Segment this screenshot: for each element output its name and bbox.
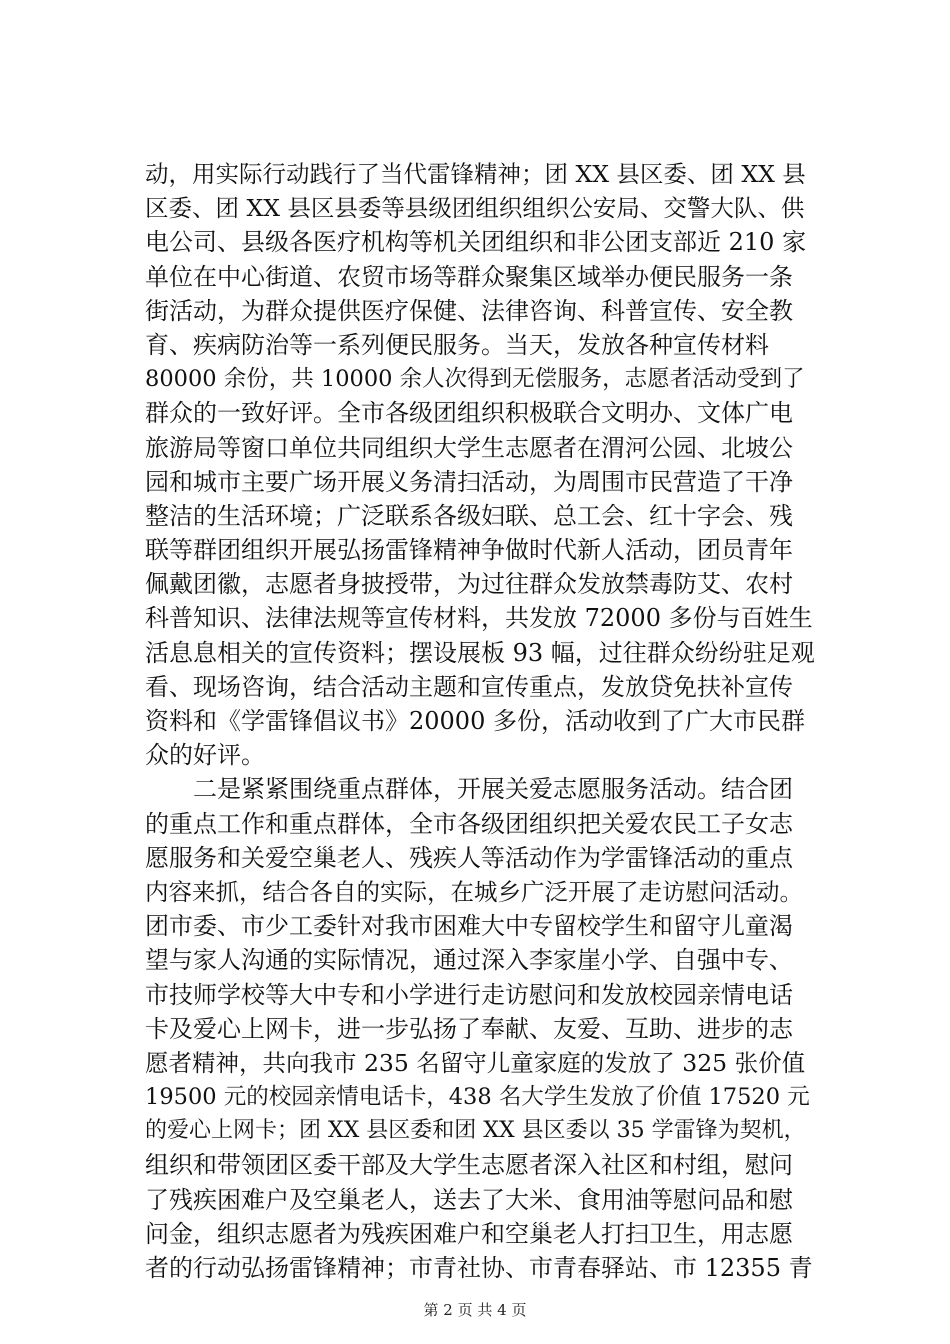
page-footer: 第 2 页 共 4 页	[423, 1301, 527, 1319]
text-line: 的爱心上网卡；团 XX 县区委和团 XX 县区委以 35 学雷锋为契机，	[145, 1118, 806, 1144]
text-line: 了残疾困难户及空巢老人，送去了大米、食用油等慰问品和慰	[145, 1185, 793, 1214]
text-line: 愿服务和关爱空巢老人、残疾人等活动作为学雷锋活动的重点	[145, 843, 793, 872]
text-line: 电公司、县级各医疗机构等机关团组织和非公团支部近 210 家	[145, 228, 807, 257]
text-line: 活息息相关的宣传资料；摆设展板 93 幅，过往群众纷纷驻足观	[145, 638, 815, 667]
text-line: 团市委、市少工委针对我市困难大中专留校学生和留守儿童渴	[145, 912, 793, 941]
text-line: 二是紧紧围绕重点群体，开展关爱志愿服务活动。结合团	[145, 775, 793, 804]
text-line: 单位在中心街道、农贸市场等群众聚集区域举办便民服务一条	[145, 262, 793, 291]
text-line: 问金，组织志愿者为残疾困难户和空巢老人打扫卫生，用志愿	[145, 1219, 793, 1248]
text-line: 资料和《学雷锋倡议书》20000 多份，活动收到了广大市民群	[145, 707, 805, 735]
document-body	[145, 157, 815, 1285]
text-line: 群众的一致好评。全市各级团组织积极联合文明办、文体广电	[145, 399, 793, 428]
text-line: 整洁的生活环境；广泛联系各级妇联、总工会、红十字会、残	[145, 501, 793, 530]
text-line: 区委、团 XX 县区县委等县级团组织组织公安局、交警大队、供	[145, 194, 805, 223]
text-line: 组织和带领团区委干部及大学生志愿者深入社区和村组，慰问	[145, 1151, 793, 1180]
text-line: 旅游局等窗口单位共同组织大学生志愿者在渭河公园、北坡公	[145, 433, 793, 462]
text-line: 80000 余份，共 10000 余人次得到无偿服务，志愿者活动受到了	[145, 366, 805, 393]
text-line: 者的行动弘扬雷锋精神；市青社协、市青春驿站、市 12355 青	[145, 1254, 813, 1282]
text-line: 卡及爱心上网卡，进一步弘扬了奉献、友爱、互助、进步的志	[145, 1014, 793, 1043]
text-line: 望与家人沟通的实际情况，通过深入李家崖小学、自强中专、	[145, 946, 793, 975]
text-line: 佩戴团徽，志愿者身披授带，为过往群众发放禁毒防艾、农村	[145, 570, 793, 599]
text-line: 的重点工作和重点群体，全市各级团组织把关爱农民工子女志	[145, 809, 793, 838]
text-line: 育、疾病防治等一系列便民服务。当天，发放各种宣传材料	[145, 330, 769, 359]
text-line: 动，用实际行动践行了当代雷锋精神；团 XX 县区委、团 XX 县	[145, 160, 806, 188]
text-line: 众的好评。	[145, 741, 265, 770]
text-line: 市技师学校等大中专和小学进行走访慰问和发放校园亲情电话	[145, 980, 793, 1009]
text-line: 内容来抓，结合各自的实际，在城乡广泛开展了走访慰问活动。	[145, 877, 803, 906]
text-line: 看、现场咨询，结合活动主题和宣传重点，发放贷免扶补宣传	[145, 672, 793, 701]
text-line: 科普知识、法律法规等宣传材料，共发放 72000 多份与百姓生	[145, 604, 813, 633]
text-line: 联等群团组织开展弘扬雷锋精神争做时代新人活动，团员青年	[145, 536, 793, 565]
text-line: 19500 元的校园亲情电话卡，438 名大学生发放了价值 17520 元	[145, 1084, 810, 1111]
text-line: 街活动，为群众提供医疗保健、法律咨询、科普宣传、安全教	[145, 296, 793, 325]
text-line: 园和城市主要广场开展义务清扫活动，为周围市民营造了干净	[145, 467, 793, 496]
text-line: 愿者精神，共向我市 235 名留守儿童家庭的发放了 325 张价值	[145, 1048, 806, 1077]
